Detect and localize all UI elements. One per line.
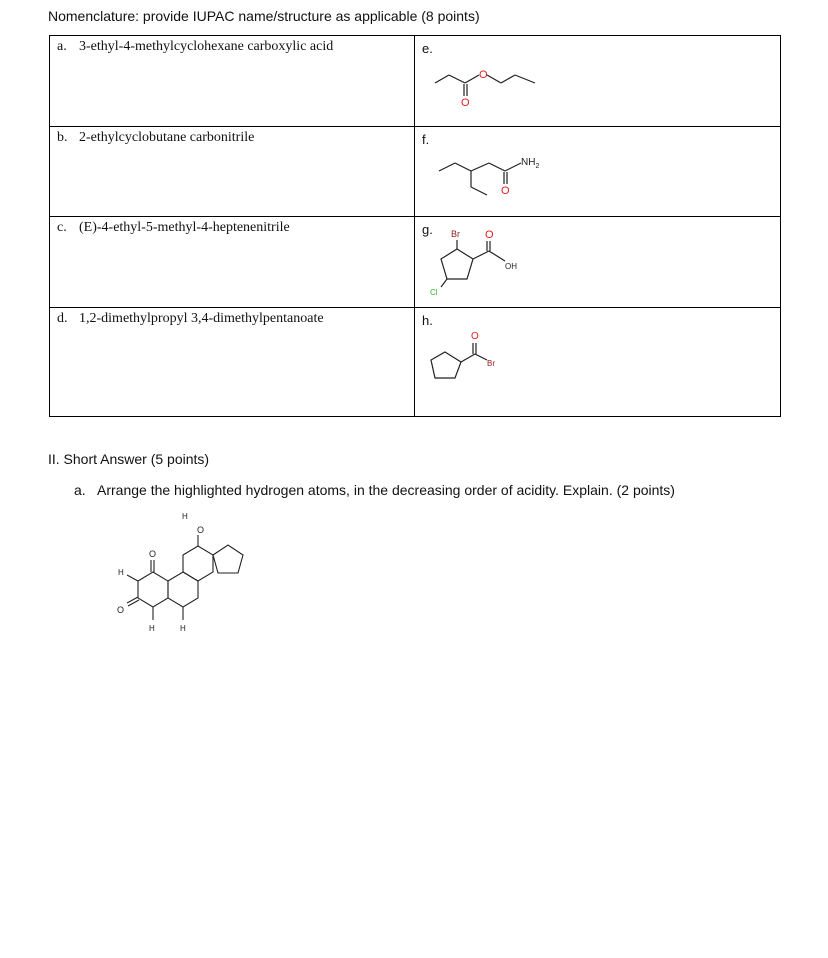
atom-hydroxyl-oxygen: O	[197, 525, 205, 535]
nomenclature-table	[49, 35, 781, 417]
atom-carbonyl-oxygen: O	[485, 229, 494, 241]
atom-bromine: Br	[451, 229, 460, 239]
steroid-molecule-diagram	[100, 500, 260, 640]
amine-symbol: NH	[521, 157, 536, 168]
question-a	[57, 39, 333, 55]
atom-chlorine: Cl	[430, 288, 438, 297]
question-text: (E)-4-ethyl-5-methyl-4-heptenenitrile	[79, 220, 290, 235]
question-text: 3-ethyl-4-methylcyclohexane carboxylic acid	[79, 39, 334, 54]
question-b	[57, 130, 254, 146]
structure-label: h.	[422, 313, 433, 328]
table-row	[50, 127, 781, 217]
atom-ketone-oxygen-top: O	[149, 549, 157, 559]
amine-subscript: 2	[535, 163, 540, 170]
question-text: 1,2-dimethylpropyl 3,4-dimethylpentanoate	[79, 311, 324, 326]
section2-heading: II. Short Answer (5 points)	[48, 451, 210, 467]
atom-bromine: Br	[487, 359, 495, 368]
atom-amine	[521, 157, 539, 170]
question-2a	[74, 482, 675, 498]
atom-hydroxyl: OH	[505, 262, 517, 271]
atom-carbonyl-oxygen: O	[461, 97, 470, 109]
question-label: c.	[57, 220, 67, 235]
table-row	[50, 308, 781, 417]
structure-cell-g	[415, 217, 781, 308]
question-cell-d	[50, 308, 415, 417]
structure-label: e.	[422, 41, 433, 56]
table-row	[50, 36, 781, 127]
table-row	[50, 217, 781, 308]
atom-carbonyl-oxygen: O	[501, 185, 510, 197]
atom-hydrogen-bottom-2: H	[180, 624, 186, 633]
divider-line	[522, 307, 780, 308]
question-text: 2-ethylcyclobutane carbonitrile	[79, 130, 255, 145]
structure-cell-e	[415, 36, 781, 127]
structure-cell-h	[415, 308, 781, 417]
structure-cell-f	[415, 127, 781, 217]
atom-hydroxyl-hydrogen: H	[182, 512, 188, 521]
structure-f-diagram	[415, 127, 781, 216]
atom-ketone-oxygen-left: O	[117, 605, 125, 615]
question-cell-c	[50, 217, 415, 308]
question-d	[57, 311, 324, 327]
atom-hydrogen-left: H	[118, 568, 124, 577]
question-cell-b	[50, 127, 415, 217]
atom-ester-oxygen: O	[479, 69, 488, 81]
structure-label: f.	[422, 132, 430, 147]
question-label: a.	[74, 482, 86, 498]
structure-h-diagram	[415, 308, 781, 416]
structure-e-diagram	[415, 36, 781, 126]
section1-heading: Nomenclature: provide IUPAC name/structure as applicable (8 points)	[48, 8, 480, 24]
structure-g-diagram	[415, 217, 781, 307]
question-label: b.	[57, 130, 68, 145]
question-c	[57, 220, 290, 236]
question-cell-a	[50, 36, 415, 127]
question-label: d.	[57, 311, 68, 326]
question-text: Arrange the highlighted hydrogen atoms, in the decreasing order of acidity. Explain. (2 points)	[97, 482, 675, 498]
structure-label: g.	[422, 222, 433, 237]
atom-carbonyl-oxygen: O	[471, 331, 479, 342]
question-label: a.	[57, 39, 67, 54]
atom-hydrogen-bottom-1: H	[149, 624, 155, 633]
